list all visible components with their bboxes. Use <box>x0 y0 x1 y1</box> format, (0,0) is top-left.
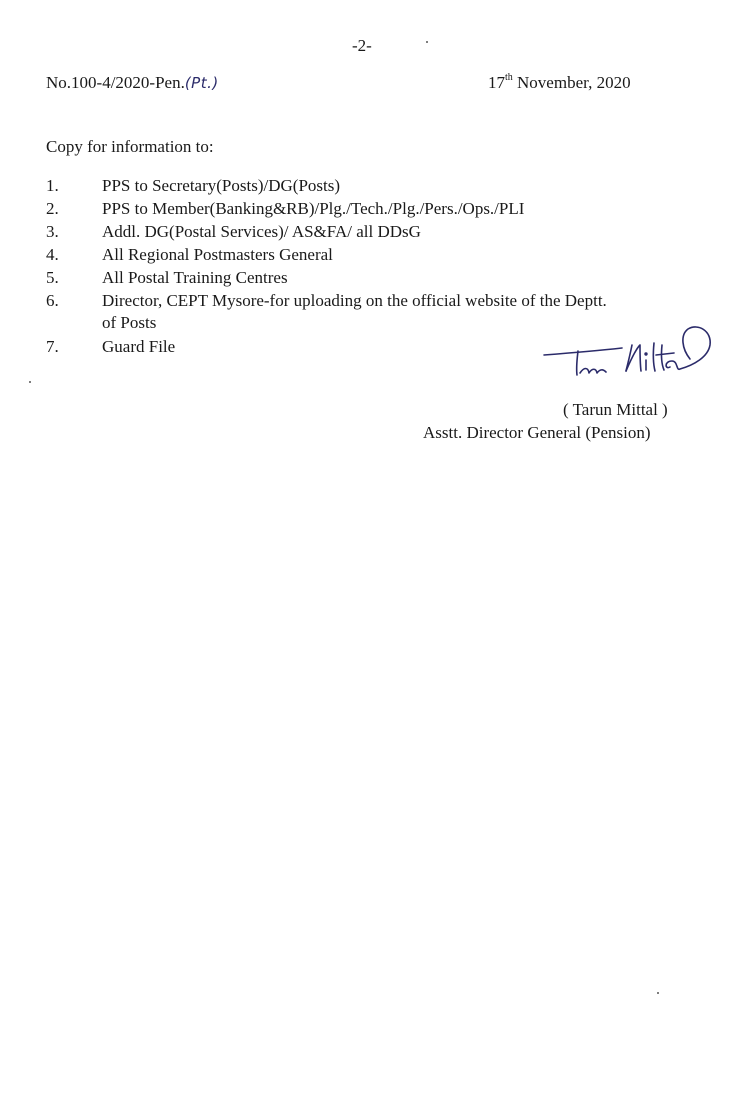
list-item <box>46 199 706 222</box>
list-item-text: Guard File <box>102 337 176 356</box>
list-item-number: 3. <box>46 222 59 241</box>
list-item-number: 7. <box>46 337 59 356</box>
signature-dot <box>645 353 647 355</box>
handwritten-signature <box>540 315 720 385</box>
copy-heading: Copy for information to: <box>46 137 214 156</box>
list-item <box>46 176 706 199</box>
signature-stroke <box>580 369 606 374</box>
reference-number-text: No.100-4/2020-Pen. <box>46 73 185 92</box>
signature-stroke <box>656 353 674 355</box>
list-item <box>46 245 706 268</box>
list-item <box>46 268 706 291</box>
scan-speck <box>657 992 659 994</box>
scan-speck <box>426 41 428 43</box>
list-item-text: All Postal Training Centres <box>102 268 288 287</box>
signature-stroke <box>626 345 641 371</box>
list-item-text: PPS to Member(Banking&RB)/Plg./Tech./Plg./Pers./Ops./PLI <box>102 199 525 218</box>
date-day: 17 <box>488 73 505 92</box>
date-ordinal: th <box>505 72 513 84</box>
list-item <box>46 222 706 245</box>
signature-stroke <box>544 348 622 355</box>
reference-handwritten-suffix: (Pt.) <box>184 74 219 92</box>
list-item-number: 6. <box>46 291 59 310</box>
page-number: -2- <box>352 36 372 55</box>
signature-stroke <box>666 327 710 369</box>
list-item-text: PPS to Secretary(Posts)/DG(Posts) <box>102 176 341 195</box>
list-item-number: 2. <box>46 199 59 218</box>
list-item-number: 4. <box>46 245 59 264</box>
list-item-text: Addl. DG(Postal Services)/ AS&FA/ all DDsG <box>102 222 421 241</box>
list-item-text-continuation: of Posts <box>102 313 157 332</box>
signature-stroke <box>661 345 664 370</box>
list-item-number: 5. <box>46 268 59 287</box>
list-item-number: 1. <box>46 176 59 195</box>
date-month-year: November, 2020 <box>512 73 631 92</box>
list-item-text: Director, CEPT Mysore-for uploading on the official website of the Deptt. <box>102 291 607 310</box>
scan-speck <box>29 381 31 383</box>
signature-stroke <box>577 351 578 375</box>
signatory-name: ( Tarun Mittal ) <box>563 400 668 419</box>
signature-stroke <box>653 343 655 371</box>
list-item-text: All Regional Postmasters General <box>102 245 333 264</box>
reference-number <box>46 73 219 93</box>
document-date <box>488 73 631 93</box>
signatory-title: Asstt. Director General (Pension) <box>423 423 651 442</box>
